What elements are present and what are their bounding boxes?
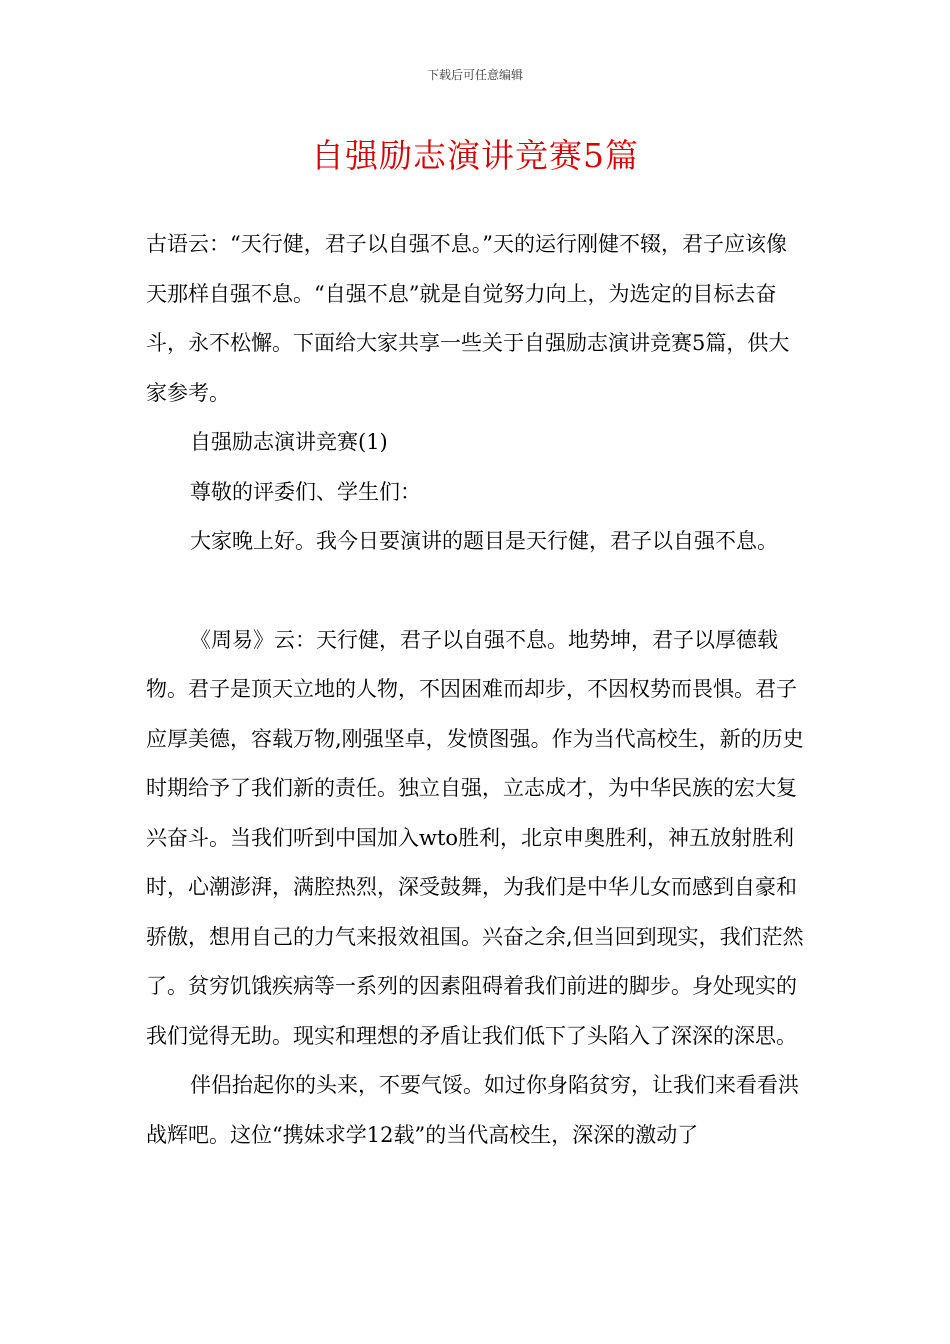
header-note: 下载后可任意编辑: [426, 68, 523, 82]
body-paragraph-1: 《周易》云：天行健，君子以自强不息。地势坤，君子以厚德载物。君子是顶天立地的人物，不因困难而却步，不因权势而畏惧。君子应厚美德，容载万物,刚强坚卓，发愤图强。作为当代高校生，新的历史时期给予了我们新的责任。独立自强，立志成才，为中华民族的宏大复兴奋斗。当我们听到中国加入wto胜利，北京申奥胜利，神五放射胜利时，心潮澎湃，满腔热烈，深受鼓舞，为我们是中华儿女而感到自豪和骄傲，想用自己的力气来报效祖国。兴奋之余,但当回到现实，我们茫然了。贫穷饥饿疾病等一系列的因素阻碍着我们前进的脚步。身处现实的我们觉得无助。现实和理想的矛盾让我们低下了头陷入了深深的深思。: [146, 627, 804, 1048]
document-title: 自强励志演讲竞赛5篇: [311, 136, 639, 175]
body-paragraph-2: 伴侣抬起你的头来，不要气馁。如过你身陷贫穷，让我们来看看洪战辉吧。这位“携妹求学12载”的当代高校生，深深的激动了: [146, 1073, 799, 1147]
greeting-paragraph: 大家晚上好。我今日要演讲的题目是天行健，君子以自强不息。: [190, 529, 778, 553]
document-body: [146, 220, 806, 1160]
section-subtitle: 自强励志演讲竞赛(1): [190, 430, 388, 454]
paragraph-gap: [146, 567, 806, 616]
intro-paragraph: 古语云：“天行健，君子以自强不息。”天的运行刚健不辍，君子应该像天那样自强不息。“自强不息”就是自觉努力向上，为选定的目标去奋斗，永不松懈。下面给大家共享一些关于自强励志演讲竞赛5篇，供大家参考。: [146, 232, 790, 405]
salutation: 尊敬的评委们、学生们：: [190, 479, 421, 504]
